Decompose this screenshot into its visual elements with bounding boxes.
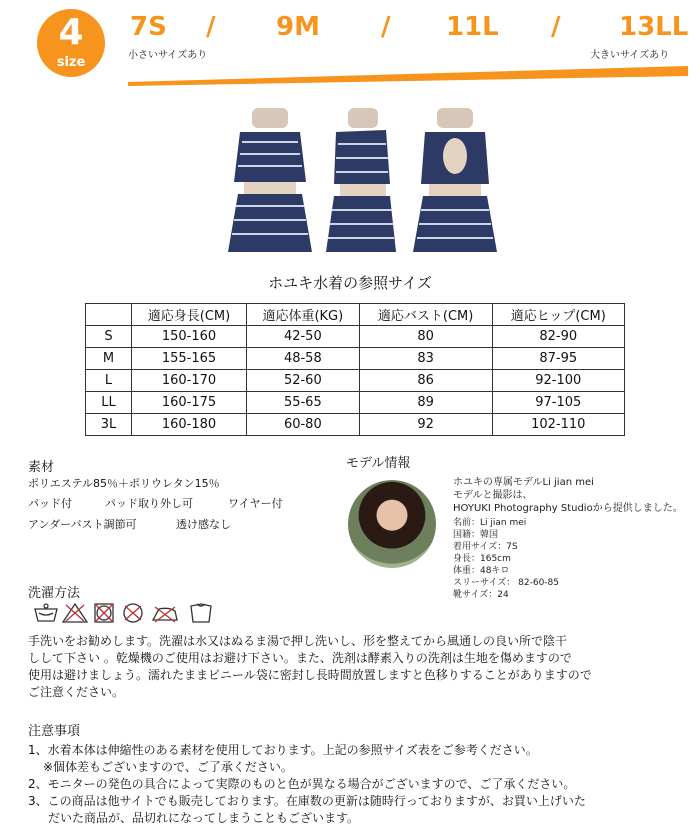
material-heading: 素材 bbox=[28, 460, 55, 475]
size-table-title: ホユキ水着の参照サイズ bbox=[268, 274, 432, 292]
size-separator: / bbox=[551, 12, 561, 42]
material-composition: ポリエステル85％＋ポリウレタン15％ bbox=[28, 477, 220, 490]
size-range-bar bbox=[128, 62, 688, 86]
table-cell: 97-105 bbox=[492, 392, 624, 414]
size-13ll: 13LL bbox=[619, 12, 689, 42]
model-detail: 靴サイズ：24 bbox=[453, 590, 509, 600]
material-feature: ワイヤー付 bbox=[228, 497, 283, 510]
model-intro-line: モデルと撮影は、 bbox=[453, 490, 533, 501]
table-cell: 92 bbox=[359, 414, 492, 436]
table-header-cell: 適応体重(KG) bbox=[247, 304, 360, 326]
model-heading: モデル情報 bbox=[346, 456, 411, 471]
material-feature: アンダーバスト調節可 bbox=[28, 518, 137, 531]
no-iron-icon bbox=[153, 607, 177, 622]
table-cell: 160-175 bbox=[132, 392, 247, 414]
table-cell: 87-95 bbox=[492, 348, 624, 370]
washing-line: しして下さい 。乾燥機のご使用はお避け下さい。また、洗剤は酵素入りの洗剤は生地を傷めますので bbox=[28, 651, 572, 665]
table-cell: 86 bbox=[359, 370, 492, 392]
washing-line: 手洗いをお勧めします。洗濯は水又はぬるま湯で押し洗いし、形を整えてから風通しの良い所で陰干 bbox=[28, 634, 568, 648]
model-intro-line: ホユキの専属モデルLi jian mei bbox=[453, 477, 594, 488]
table-cell: 82-90 bbox=[492, 326, 624, 348]
washing-line: ご注意ください。 bbox=[28, 685, 125, 699]
notes-heading: 注意事項 bbox=[28, 724, 81, 739]
table-cell: M bbox=[86, 348, 132, 370]
table-cell: 89 bbox=[359, 392, 492, 414]
model-detail: 着用サイズ：7S bbox=[453, 542, 518, 552]
model-photo bbox=[348, 480, 436, 568]
model-detail: 身長：165cm bbox=[453, 554, 511, 564]
size-table bbox=[85, 303, 625, 436]
table-row bbox=[86, 370, 625, 392]
table-header-row bbox=[86, 304, 625, 326]
model-details bbox=[453, 517, 673, 601]
table-row bbox=[86, 392, 625, 414]
note-line: ※個体差もございますので、ご了承ください。 bbox=[43, 760, 293, 774]
table-cell: L bbox=[86, 370, 132, 392]
table-cell: 80 bbox=[359, 326, 492, 348]
table-header-cell: 適応身長(CM) bbox=[132, 304, 247, 326]
table-cell: 150-160 bbox=[132, 326, 247, 348]
material-feature: 透け感なし bbox=[176, 518, 231, 531]
table-cell: 155-165 bbox=[132, 348, 247, 370]
model-detail: 名前：Li jian mei bbox=[453, 518, 527, 528]
small-size-note: 小さいサイズあり bbox=[128, 50, 208, 61]
material-feature: パッド付 bbox=[28, 497, 72, 510]
model-detail: 国籍：韓国 bbox=[453, 530, 499, 540]
table-cell: 55-65 bbox=[247, 392, 360, 414]
table-row bbox=[86, 414, 625, 436]
no-dry-clean-icon bbox=[124, 604, 142, 622]
badge-label: size bbox=[56, 55, 86, 70]
care-icons bbox=[33, 601, 213, 625]
hand-wash-icon bbox=[35, 604, 57, 621]
table-cell: 83 bbox=[359, 348, 492, 370]
no-bleach-icon bbox=[63, 604, 87, 622]
table-row bbox=[86, 326, 625, 348]
table-cell: 160-170 bbox=[132, 370, 247, 392]
no-tumble-dry-icon bbox=[95, 604, 113, 622]
washing-instructions bbox=[28, 633, 678, 701]
table-cell: 42-50 bbox=[247, 326, 360, 348]
table-header-cell: 適応バスト(CM) bbox=[359, 304, 492, 326]
size-separator: / bbox=[381, 12, 391, 42]
table-cell: LL bbox=[86, 392, 132, 414]
model-intro-line: HOYUKI Photography Studioから提供しました。 bbox=[453, 503, 683, 514]
table-cell: 52-60 bbox=[247, 370, 360, 392]
note-line: だいた商品が、品切れになってしまうこともございます。 bbox=[48, 811, 360, 825]
hang-dry-icon bbox=[191, 604, 211, 622]
table-row bbox=[86, 348, 625, 370]
material-feature: パッド取り外し可 bbox=[105, 497, 193, 510]
washing-heading: 洗濯方法 bbox=[28, 586, 81, 601]
note-line: 3、この商品は他サイトでも販売しております。在庫数の更新は随時行っておりますが、お買い上げいた bbox=[28, 794, 586, 808]
table-cell: 160-180 bbox=[132, 414, 247, 436]
size-11l: 11L bbox=[446, 12, 499, 42]
table-cell: 102-110 bbox=[492, 414, 624, 436]
size-7s: 7S bbox=[130, 12, 167, 42]
table-cell: 48-58 bbox=[247, 348, 360, 370]
large-size-note: 大きいサイズあり bbox=[590, 50, 670, 61]
note-line: 2、モニターの発色の具合によって実際のものと色が異なる場合がございますので、ご了承ください。 bbox=[28, 777, 576, 791]
model-detail: スリーサイズ： 82-60-85 bbox=[453, 578, 559, 588]
size-count-badge bbox=[37, 9, 105, 77]
table-cell: 60-80 bbox=[247, 414, 360, 436]
swimsuit-back-image bbox=[385, 102, 525, 262]
table-cell: S bbox=[86, 326, 132, 348]
table-header-cell: 適応ヒップ(CM) bbox=[492, 304, 624, 326]
table-cell: 3L bbox=[86, 414, 132, 436]
model-detail: 体重：48キロ bbox=[453, 566, 510, 576]
note-line: 1、水着本体は伸縮性のある素材を使用しております。上記の参照サイズ表をご参考ください。 bbox=[28, 743, 538, 757]
notes-list bbox=[28, 742, 678, 827]
table-header-cell bbox=[86, 304, 132, 326]
model-intro bbox=[453, 476, 693, 515]
table-cell: 92-100 bbox=[492, 370, 624, 392]
size-9m: 9M bbox=[276, 12, 320, 42]
washing-line: 使用は避けましょう。濡れたままビニール袋に密封し長時間放置しますと色移りすることがありますので bbox=[28, 668, 592, 682]
size-separator: / bbox=[206, 12, 216, 42]
badge-number: 4 bbox=[58, 12, 84, 53]
